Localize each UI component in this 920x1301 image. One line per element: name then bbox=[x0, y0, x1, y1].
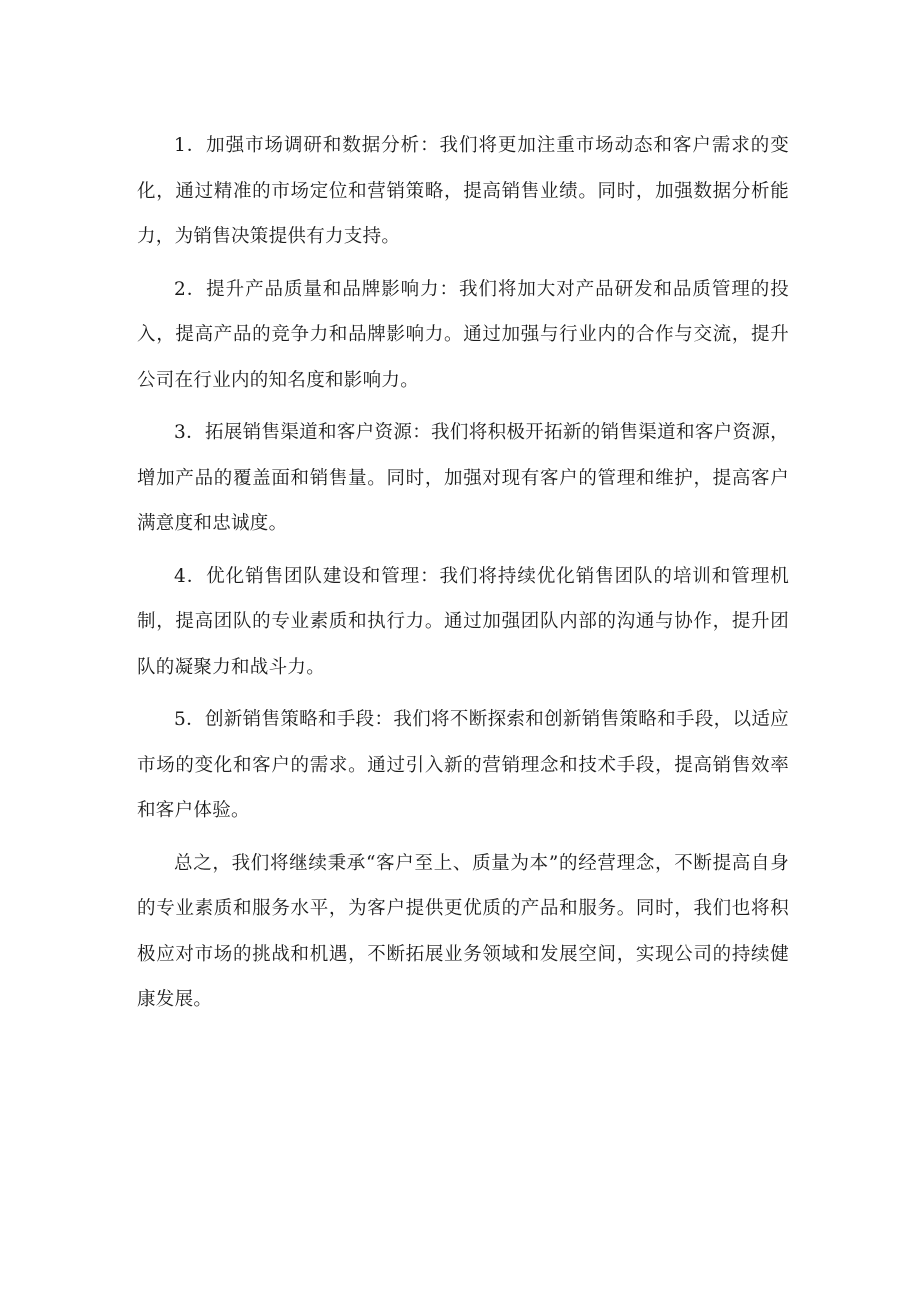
paragraph-item-4: 4．优化销售团队建设和管理：我们将持续优化销售团队的培训和管理机制，提高团队的专业素质和执行力。通过加强团队内部的沟通与协作，提升团队的凝聚力和战斗力。 bbox=[137, 565, 789, 678]
document-body bbox=[137, 123, 789, 1023]
paragraph-item-3: 3．拓展销售渠道和客户资源：我们将积极开拓新的销售渠道和客户资源，增加产品的覆盖面和销售量。同时，加强对现有客户的管理和维护，提高客户满意度和忠诚度。 bbox=[137, 422, 789, 534]
paragraph-item-1: 1．加强市场调研和数据分析：我们将更加注重市场动态和客户需求的变化，通过精准的市场定位和营销策略，提高销售业绩。同时，加强数据分析能力，为销售决策提供有力支持。 bbox=[137, 135, 789, 247]
paragraph-item-5: 5．创新销售策略和手段：我们将不断探索和创新销售策略和手段，以适应市场的变化和客户的需求。通过引入新的营销理念和技术手段，提高销售效率和客户体验。 bbox=[137, 709, 789, 821]
paragraph-item-2: 2．提升产品质量和品牌影响力：我们将加大对产品研发和品质管理的投入，提高产品的竞争力和品牌影响力。通过加强与行业内的合作与交流，提升公司在行业内的知名度和影响力。 bbox=[137, 278, 789, 391]
paragraph-conclusion: 总之，我们将继续秉承“客户至上、质量为本”的经营理念，不断提高自身的专业素质和服务水平，为客户提供更优质的产品和服务。同时，我们也将积极应对市场的挑战和机遇，不断拓展业务领域和发展空间，实现公司的持续健康发展。 bbox=[137, 852, 789, 1010]
